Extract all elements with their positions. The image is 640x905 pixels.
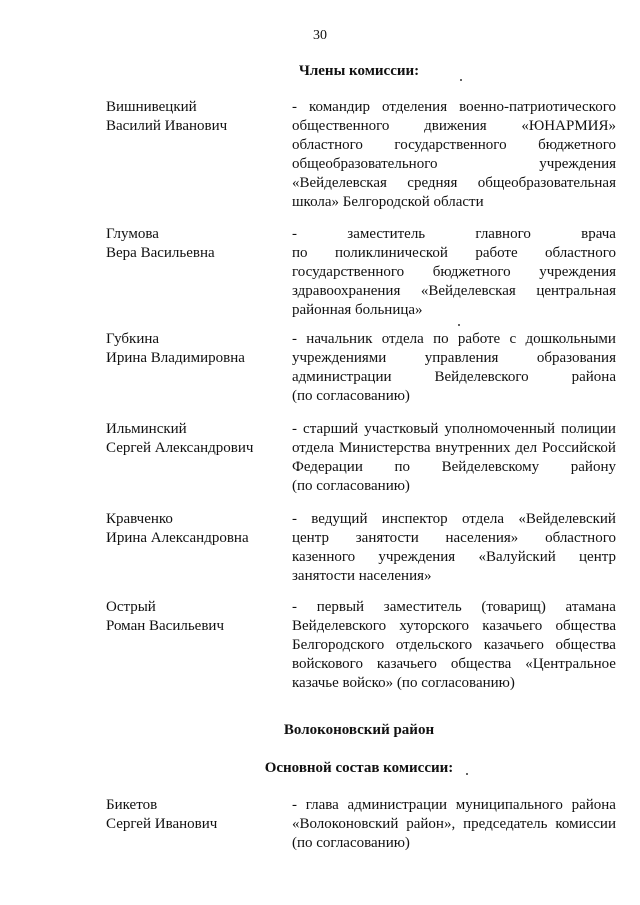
role-word: -	[292, 226, 297, 242]
member-role	[292, 796, 616, 853]
member-surname: Губкина	[106, 331, 160, 347]
member-name	[106, 598, 286, 636]
role-word: -	[292, 99, 297, 115]
role-line: казачье войско» (по согласованию)	[292, 675, 515, 691]
member-given-names: Василий Иванович	[106, 118, 228, 134]
role-word: войскового	[292, 656, 363, 672]
member-surname: Ильминский	[106, 421, 187, 437]
role-word: центр	[579, 549, 616, 565]
member-surname: Кравченко	[106, 511, 173, 527]
role-word: -	[292, 599, 297, 615]
role-word: «Вейделевская	[292, 175, 387, 191]
role-line	[292, 510, 616, 529]
member-name	[106, 510, 286, 548]
role-word: «Вейделевская	[420, 283, 516, 299]
role-word: Вейделевского	[434, 369, 529, 385]
member-name	[106, 330, 286, 368]
role-word: «Вейделевский	[518, 511, 616, 527]
role-line	[292, 529, 616, 548]
main-composition-heading: Основной состав комиссии:	[264, 760, 454, 776]
role-word: по	[433, 331, 449, 347]
role-line	[292, 330, 616, 349]
role-word: казенного	[292, 549, 356, 565]
role-word: полиции	[561, 421, 616, 437]
role-word: по	[292, 245, 308, 261]
member-surname: Бикетов	[106, 797, 158, 813]
role-line	[292, 368, 616, 387]
role-word: район»,	[406, 816, 456, 832]
role-word: «Волоконовский	[292, 816, 399, 832]
role-word: района	[571, 797, 616, 813]
role-word: инспектор	[381, 511, 448, 527]
role-word: внутренних	[435, 440, 511, 456]
member-given-names: Сергей Александрович	[106, 440, 254, 456]
role-line	[292, 244, 616, 263]
role-line	[292, 225, 616, 244]
role-word: центр	[292, 530, 329, 546]
member-role	[292, 225, 616, 320]
role-word: отдела	[292, 440, 335, 456]
role-word: ведущий	[311, 511, 368, 527]
role-word: дошкольными	[525, 331, 616, 347]
role-line	[292, 655, 616, 674]
role-line	[292, 98, 616, 117]
member-role	[292, 510, 616, 586]
role-word: начальник	[306, 331, 373, 347]
role-word: отдельского	[395, 637, 473, 653]
role-word: Белгородского	[292, 637, 385, 653]
role-line: районная больница»	[292, 302, 423, 318]
role-word: здравоохранения	[292, 283, 401, 299]
role-word: общеобразовательного	[292, 156, 438, 172]
member-given-names: Сергей Иванович	[106, 816, 218, 832]
member-role	[292, 420, 616, 496]
role-line	[292, 117, 616, 136]
role-line	[292, 636, 616, 655]
role-word: занятости	[355, 530, 419, 546]
role-word: движения	[424, 118, 487, 134]
role-line: (по согласованию)	[292, 478, 410, 494]
member-name	[106, 98, 286, 136]
role-word: района	[571, 369, 616, 385]
role-word: бюджетного	[432, 264, 511, 280]
role-word: государственного	[394, 137, 507, 153]
role-word: бюджетного	[538, 137, 616, 153]
role-word: Федерации	[292, 459, 363, 475]
role-word: с	[509, 331, 517, 347]
role-line	[292, 796, 616, 815]
role-word: старший	[303, 421, 359, 437]
role-word: муниципального	[455, 797, 563, 813]
role-word: учреждения	[539, 156, 616, 172]
member-given-names: Ирина Владимировна	[106, 350, 245, 366]
role-word: отдела	[381, 331, 424, 347]
member-role	[292, 98, 616, 212]
role-word: общественного	[292, 118, 390, 134]
page-number: 30	[313, 28, 327, 43]
scan-speck	[460, 79, 462, 81]
role-word: отделения	[382, 99, 448, 115]
role-word: администрации	[347, 797, 448, 813]
member-surname: Острый	[106, 599, 156, 615]
role-word: центральная	[536, 283, 616, 299]
role-word: населения»	[445, 530, 519, 546]
role-word: средняя	[407, 175, 458, 191]
member-surname: Вишнивецкий	[106, 99, 197, 115]
role-word: атамана	[565, 599, 616, 615]
role-word: комиссии	[555, 816, 616, 832]
role-word: военно-патриотического	[459, 99, 616, 115]
role-word: отдела	[461, 511, 505, 527]
role-word: председатель	[463, 816, 548, 832]
member-name	[106, 225, 286, 263]
role-word: областного	[545, 530, 616, 546]
role-word: учреждениями	[292, 350, 387, 366]
role-word: общеобразовательная	[477, 175, 616, 191]
role-word: заместитель	[347, 226, 426, 242]
role-word: областного	[545, 245, 616, 261]
role-word: государственного	[292, 264, 405, 280]
role-line	[292, 439, 616, 458]
role-word: управления	[424, 350, 499, 366]
role-word: областного	[292, 137, 363, 153]
member-given-names: Роман Васильевич	[106, 618, 224, 634]
member-name	[106, 420, 286, 458]
role-word: -	[292, 797, 297, 813]
role-line: занятости населения»	[292, 568, 432, 584]
role-word: по	[394, 459, 410, 475]
role-line: (по согласованию)	[292, 388, 410, 404]
role-word: учреждения	[378, 549, 456, 565]
members-heading: Члены комиссии:	[298, 63, 420, 79]
role-word: глава	[305, 797, 339, 813]
role-line: (по согласованию)	[292, 835, 410, 851]
role-word: уполномоченный	[444, 421, 555, 437]
role-word: хуторского	[399, 618, 470, 634]
role-word: заместитель	[383, 599, 462, 615]
role-line	[292, 282, 616, 301]
role-word: дел	[515, 440, 538, 456]
member-given-names: Ирина Александровна	[106, 530, 249, 546]
role-word: командир	[309, 99, 371, 115]
role-word: первый	[316, 599, 365, 615]
role-line	[292, 263, 616, 282]
role-line	[292, 617, 616, 636]
role-word: -	[292, 511, 297, 527]
role-word: работе	[457, 331, 501, 347]
role-word: (товарищ)	[481, 599, 546, 615]
role-word: работе	[475, 245, 518, 261]
role-line	[292, 458, 616, 477]
role-word: общества	[450, 656, 512, 672]
role-line: школа» Белгородской области	[292, 194, 484, 210]
member-role	[292, 330, 616, 406]
member-surname: Глумова	[106, 226, 159, 242]
role-word: участковый	[364, 421, 439, 437]
scan-speck	[458, 324, 460, 326]
member-given-names: Вера Васильевна	[106, 245, 215, 261]
role-word: району	[570, 459, 616, 475]
role-word: Вейделевскому	[441, 459, 540, 475]
role-word: казачьего	[482, 618, 543, 634]
member-name	[106, 796, 286, 834]
role-word: казачьего	[483, 637, 544, 653]
role-word: «Валуйский	[478, 549, 556, 565]
role-word: казачьего	[376, 656, 437, 672]
role-line	[292, 155, 616, 174]
district-heading: Волоконовский район	[283, 722, 435, 738]
role-line	[292, 349, 616, 368]
role-line	[292, 174, 616, 193]
role-word: «ЮНАРМИЯ»	[521, 118, 616, 134]
role-word: администрации	[292, 369, 392, 385]
role-word: поликлинической	[334, 245, 448, 261]
role-word: Российской	[542, 440, 616, 456]
role-word: -	[292, 421, 297, 437]
role-word: образования	[536, 350, 616, 366]
role-line	[292, 815, 616, 834]
role-word: общества	[555, 637, 616, 653]
member-role	[292, 598, 616, 693]
role-word: общества	[555, 618, 616, 634]
role-line	[292, 420, 616, 439]
scan-speck	[466, 773, 468, 775]
role-word: врача	[581, 226, 616, 242]
role-word: «Центральное	[525, 656, 616, 672]
role-word: Министерства	[338, 440, 431, 456]
role-line	[292, 136, 616, 155]
role-word: учреждения	[539, 264, 616, 280]
role-word: Вейделевского	[292, 618, 387, 634]
role-line	[292, 548, 616, 567]
role-line	[292, 598, 616, 617]
role-word: -	[292, 331, 297, 347]
role-word: главного	[475, 226, 531, 242]
